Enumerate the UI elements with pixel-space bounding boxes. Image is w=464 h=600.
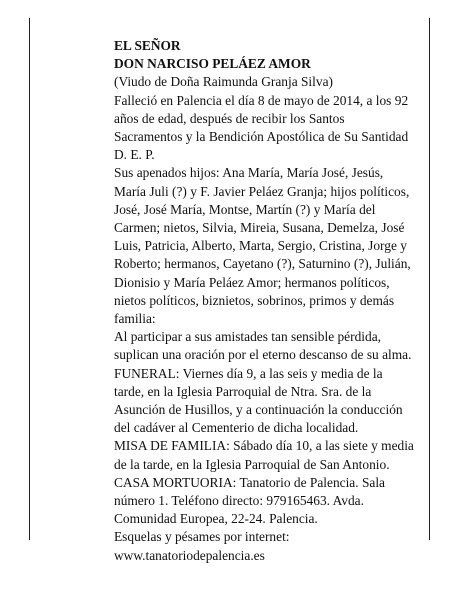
obituary-notice	[114, 37, 414, 565]
family-list: Sus apenados hijos: Ana María, María José, Jesús, María Juli (?) y F. Javier Peláez Granja; hijos políticos, José, José María, Montse, Martín (?) y María del Carmen; nietos, Silvia, Mireia, Susana, Demelza, José Luis, Patricia, Alberto, Marta, Sergio, Cristina, Jorge y Roberto; hermanos, Cayetano (?), Saturnino (?), Julián, Dionisio y María Peláez Amor; hermanos políticos, nietos políticos, biznietos, sobrinos, primos y demás familia:	[114, 165, 411, 327]
family-mass-details: MISA DE FAMILIA: Sábado día 10, a las siete y media de la tarde, en la Iglesia Parroquial de San Antonio.	[114, 438, 414, 472]
prayer-request: Al participar a sus amistades tan sensible pérdida, suplican una oración por el eterno descanso de su alma.	[114, 329, 412, 363]
funeral-home-details: CASA MORTUORIA: Tanatorio de Palencia. Sala número 1. Teléfono directo: 979165463. Avda. Comunidad Europea, 22-24. Palencia.	[114, 474, 385, 527]
notice-heading-title: EL SEÑOR	[114, 38, 181, 53]
frame-left-rule	[29, 18, 30, 540]
funeral-details: FUNERAL: Viernes día 9, a las seis y media de la tarde, en la Iglesia Parroquial de Ntra. Sra. de la Asunción de Husillos, y a continuación la conducción del cadáver al Cementerio de dicha localidad.	[114, 365, 403, 436]
death-announcement: Falleció en Palencia el día 8 de mayo de 2014, a los 92 años de edad, después de recibir los Santos Sacramentos y la Bendición Apostólica de Su Santidad D. E. P.	[114, 92, 409, 163]
widower-note: (Viudo de Doña Raimunda Granja Silva)	[114, 74, 333, 90]
online-condolences: Esquelas y pésames por internet: www.tanatoriodepalencia.es	[114, 529, 290, 563]
notice-heading-name: DON NARCISO PELÁEZ AMOR	[114, 56, 311, 72]
frame-right-rule	[429, 18, 430, 540]
